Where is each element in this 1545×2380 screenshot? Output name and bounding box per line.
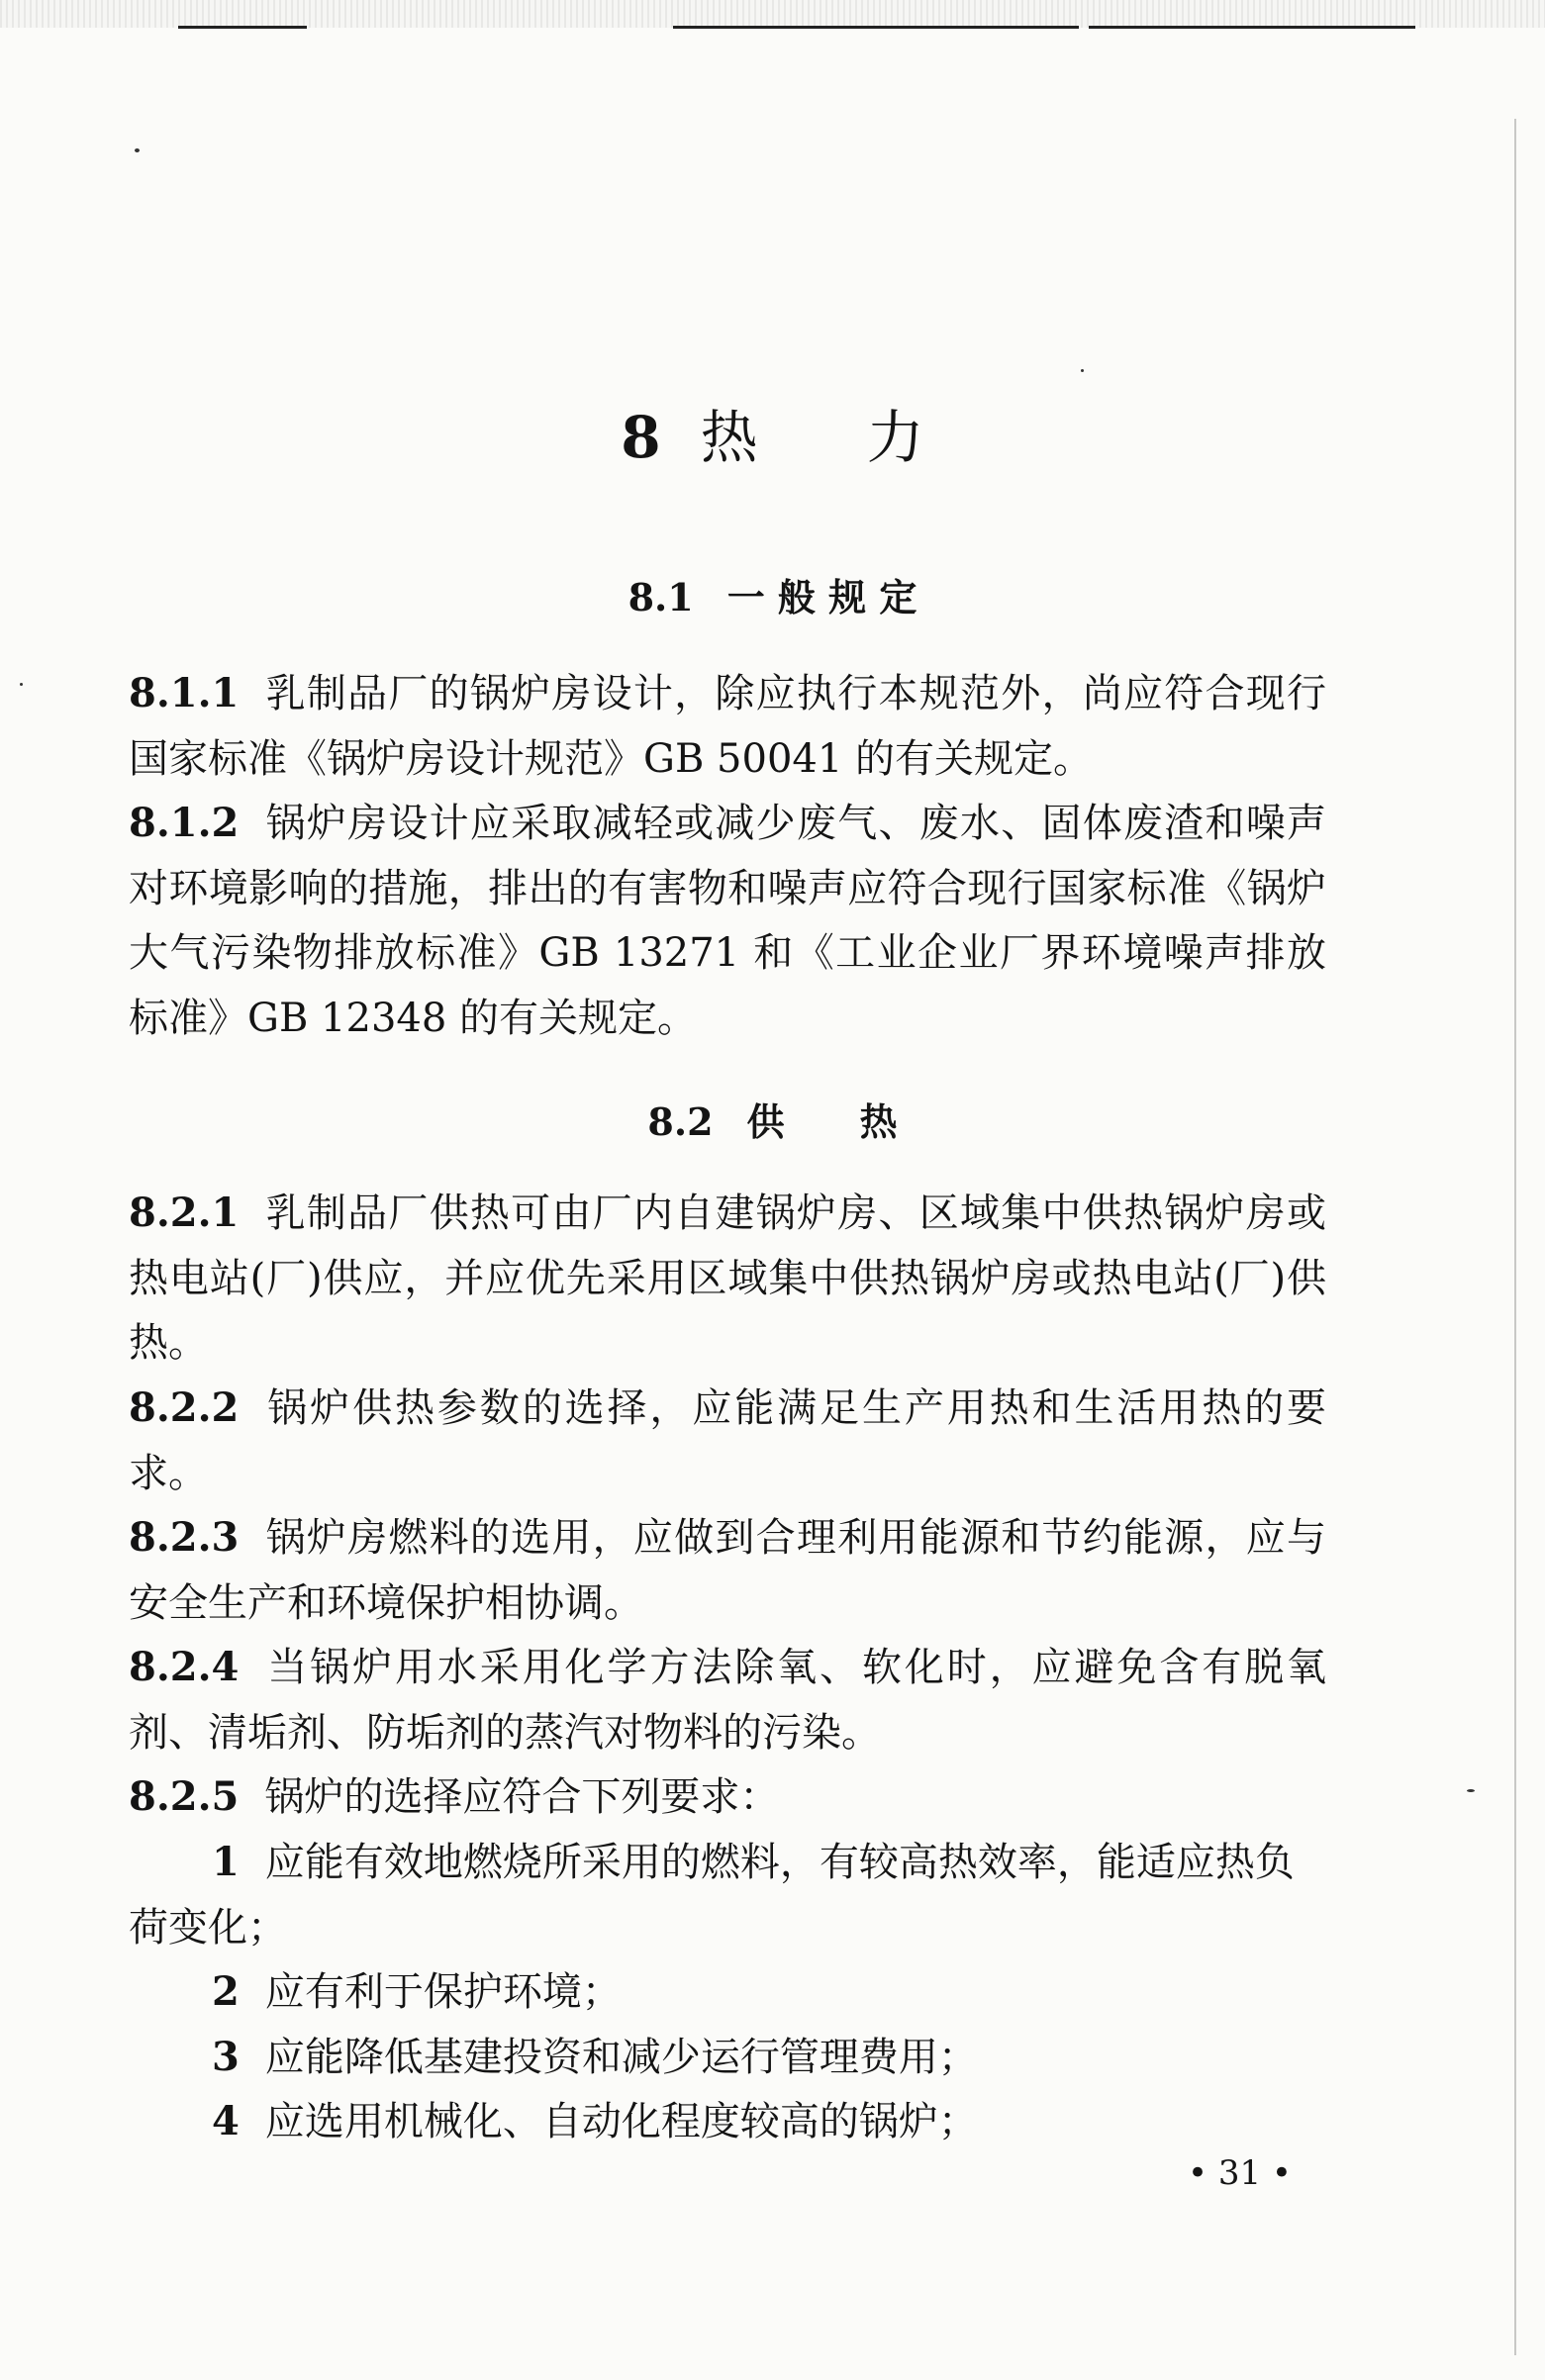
clause-8-1-2 xyxy=(129,791,1326,1051)
list-item-number: 1 xyxy=(212,1839,240,1885)
list-item-1 xyxy=(129,1830,1326,1960)
scan-speck xyxy=(20,683,23,686)
chapter-number: 8 xyxy=(621,404,661,471)
clause-text: 锅炉房设计应采取减轻或减少废气、废水、固体废渣和噪声对环境影响的措施，排出的有害物和噪声应符合现行国家标准《锅炉大气污染物排放标准》GB 13271 和《工业企业厂界环境噪声排放标准》GB 12348 的有关规定。 xyxy=(129,801,1326,1041)
list-item-3 xyxy=(129,2025,1326,2091)
section-title-8-1 xyxy=(0,567,1545,621)
clause-text: 锅炉供热参数的选择，应能满足生产用热和生活用热的要求。 xyxy=(129,1385,1326,1496)
chapter-title-part1: 热 xyxy=(700,404,758,471)
section-title-8-2 xyxy=(0,1092,1545,1146)
list-item-2 xyxy=(129,1959,1326,2026)
clause-text: 锅炉房燃料的选用，应做到合理利用能源和节约能源，应与安全生产和环境保护相协调。 xyxy=(129,1515,1326,1626)
clause-number: 8.2.3 xyxy=(129,1514,240,1561)
scan-speck xyxy=(135,148,140,152)
clause-8-2-1 xyxy=(129,1181,1326,1377)
scan-speck xyxy=(1467,1789,1475,1792)
chapter-title xyxy=(0,391,1545,474)
clause-text: 乳制品厂供热可由厂内自建锅炉房、区域集中供热锅炉房或热电站(厂)供应，并应优先采用区域集中供热锅炉房或热电站(厂)供热。 xyxy=(129,1190,1326,1366)
section-heading: 一 般 规 定 xyxy=(726,575,917,619)
clause-number: 8.2.1 xyxy=(129,1190,240,1236)
list-item-4 xyxy=(129,2089,1326,2155)
list-item-number: 4 xyxy=(212,2098,240,2144)
clause-text: 当锅炉用水采用化学方法除氧、软化时，应避免含有脱氧剂、清垢剂、防垢剂的蒸汽对物料的污染。 xyxy=(129,1645,1326,1756)
list-item-text: 应有利于保护环境； xyxy=(264,1969,622,2015)
page-number: • 31 • xyxy=(1188,2153,1292,2193)
clause-8-2-5 xyxy=(129,1764,1326,1831)
clause-number: 8.2.4 xyxy=(129,1644,240,1690)
clause-text: 锅炉的选择应符合下列要求： xyxy=(264,1774,780,1820)
list-item-text: 应能降低基建投资和减少运行管理费用； xyxy=(264,2035,978,2080)
clause-number: 8.1.2 xyxy=(129,800,240,846)
chapter-title-part2: 力 xyxy=(866,404,924,471)
list-item-text: 应选用机械化、自动化程度较高的锅炉； xyxy=(264,2099,978,2144)
clause-number: 8.1.1 xyxy=(129,670,240,716)
clause-8-2-2 xyxy=(129,1376,1326,1506)
list-item-number: 2 xyxy=(212,1968,240,2015)
clause-8-2-4 xyxy=(129,1635,1326,1765)
section-number: 8.2 xyxy=(647,1099,714,1144)
list-item-number: 3 xyxy=(212,2034,240,2080)
section-heading: 供 热 xyxy=(746,1099,898,1144)
clause-8-2-3 xyxy=(129,1505,1326,1636)
section-number: 8.1 xyxy=(628,575,694,619)
clause-8-1-1 xyxy=(129,661,1326,792)
clause-text: 乳制品厂的锅炉房设计，除应执行本规范外，尚应符合现行国家标准《锅炉房设计规范》GB 50041 的有关规定。 xyxy=(129,671,1326,782)
clause-number: 8.2.2 xyxy=(129,1384,240,1431)
clause-number: 8.2.5 xyxy=(129,1773,240,1820)
list-item-text: 应能有效地燃烧所采用的燃料，有较高热效率，能适应热负荷变化； xyxy=(129,1840,1295,1951)
scan-speck xyxy=(1081,369,1084,372)
